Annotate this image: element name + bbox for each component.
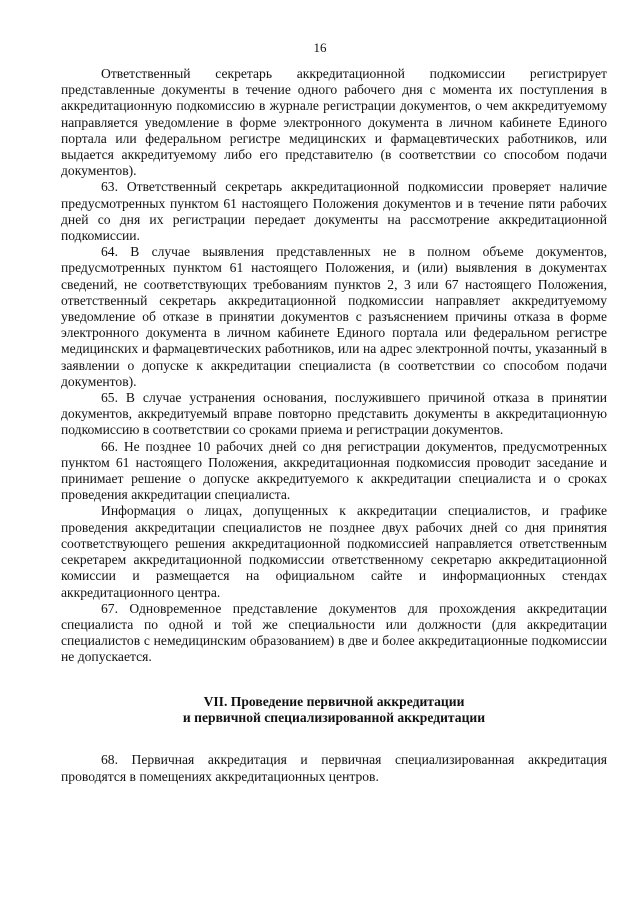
paragraph-63: 63. Ответственный секретарь аккредитационной подкомиссии проверяет наличие предусмотренных пунктом 61 настоящего Положения документов и в течение пяти рабочих дней со дня их регистрации передает документы на рассмотрение аккредитационной подкомиссии. — [61, 179, 607, 244]
paragraph-62-continuation: Ответственный секретарь аккредитационной подкомиссии регистрирует представленные документы в течение одного рабочего дня с момента их поступления в аккредитационную подкомиссию в журнале регистрации документов, о чем аккредитуемому направляется уведомление в форме электронного документа в личном кабинете Единого портала или федеральном регистре медицинских и фармацевтических работников, или выдается аккредитуемому либо его представителю (в соответствии со способом подачи документов). — [61, 66, 607, 179]
page-number: 16 — [313, 40, 327, 55]
document-body — [61, 66, 607, 785]
paragraph-64: 64. В случае выявления представленных не в полном объеме документов, предусмотренных пунктом 61 настоящего Положения, и (или) выявления в документах сведений, не соответствующих требованиям пунктов 2, 3 или 67 настоящего Положения, ответственный секретарь аккредитационной подкомиссии направляет аккредитуемому уведомление об отказе в принятии документов с разъяснением причины отказа в форме электронного документа в личном кабинете Единого портала или федеральном регистре медицинских и фармацевтических работников, или на адрес электронной почты, указанный в заявлении о допуске к аккредитации специалиста (в соответствии со способом подачи документов). — [61, 244, 607, 389]
section-heading-line-2: и первичной специализированной аккредитации — [182, 709, 486, 725]
paragraph-66-info: Информация о лицах, допущенных к аккредитации специалистов, и графике проведения аккредитации специалистов не позднее двух рабочих дней со дня принятия соответствующего решения аккредитационной подкомиссией направляется ответственным секретарем аккредитационной подкомиссии ответственному секретарю аккредитационной комиссии и размещается на официальном сайте и информационных стендах аккредитационного центра. — [61, 503, 607, 600]
paragraph-67: 67. Одновременное представление документов для прохождения аккредитации специалиста по одной и той же специальности или должности (для аккредитации специалистов с немедицинским образованием) в две и более аккредитационные подкомиссии не допускается. — [61, 600, 607, 665]
section-heading-line-1: VII. Проведение первичной аккредитации — [203, 693, 465, 709]
paragraph-68: 68. Первичная аккредитация и первичная специализированная аккредитация проводятся в помещениях аккредитационных центров. — [61, 752, 607, 784]
section-heading — [61, 694, 607, 727]
paragraph-66: 66. Не позднее 10 рабочих дней со дня регистрации документов, предусмотренных пунктом 61 настоящего Положения, аккредитационная подкомиссия проводит заседание и принимает решение о допуске аккредитуемого к аккредитации специалиста и о сроках проведения аккредитации специалиста. — [61, 438, 607, 503]
paragraph-65: 65. В случае устранения основания, послужившего причиной отказа в принятии документов, аккредитуемый вправе повторно представить документы в аккредитационную подкомиссию в соответствии со сроками приема и регистрации документов. — [61, 390, 607, 438]
